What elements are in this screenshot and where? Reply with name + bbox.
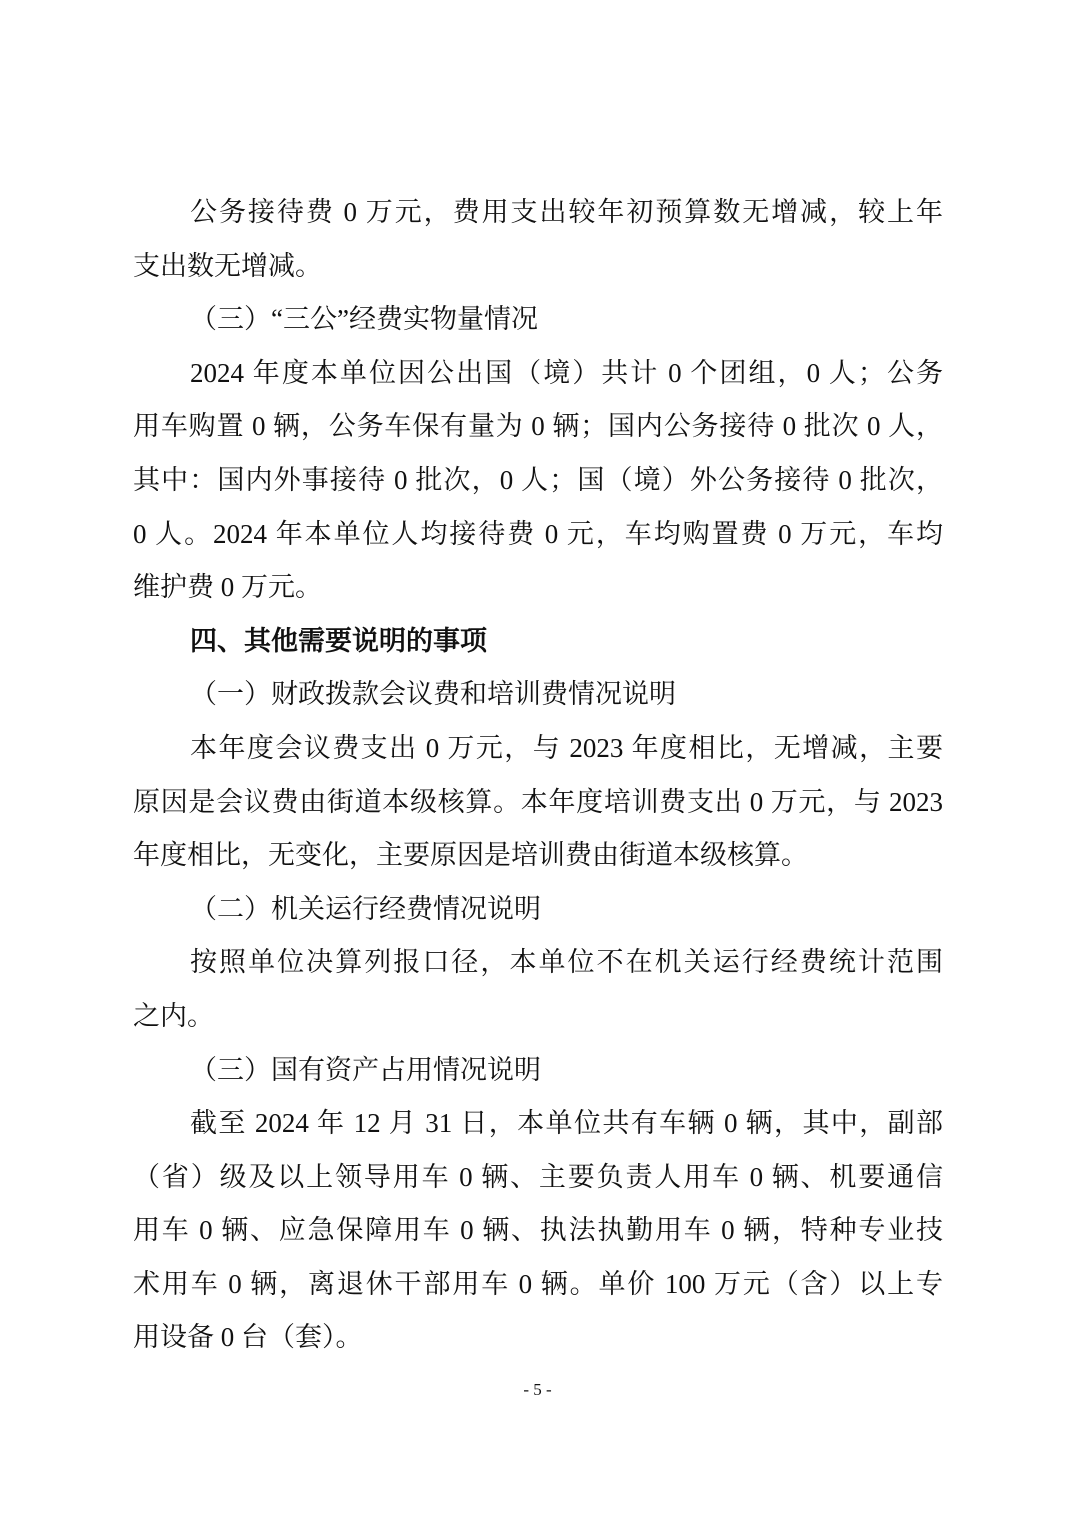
text-line: 截至 2024 年 12 月 31 日，本单位共有车辆 0 辆，其中，副部 xyxy=(190,1108,943,1139)
text-line: 维护费 0 万元。 xyxy=(133,572,322,603)
text-line: 2024 年度本单位因公出国（境）共计 0 个团组，0 人；公务 xyxy=(190,357,943,388)
text-line: （三）国有资产占用情况说明 xyxy=(190,1054,541,1085)
text-line: （三）“三公”经费实物量情况 xyxy=(190,304,538,335)
text-line: 原因是会议费由街道本级核算。本年度培训费支出 0 万元，与 2023 xyxy=(133,786,943,817)
text-line: 公务接待费 0 万元，费用支出较年初预算数无增减，较上年 xyxy=(190,197,943,227)
text-line: 本年度会议费支出 0 万元，与 2023 年度相比，无增减，主要 xyxy=(190,732,943,763)
text-line: 之内。 xyxy=(133,1000,214,1031)
text-line: 支出数无增减。 xyxy=(133,250,322,281)
text-line: 0 人。2024 年本单位人均接待费 0 元，车均购置费 0 万元，车均 xyxy=(133,518,943,549)
text-line: 其中：国内外事接待 0 批次，0 人；国（境）外公务接待 0 批次， xyxy=(133,464,943,495)
text-line: 术用车 0 辆，离退休干部用车 0 辆。单价 100 万元（含）以上专 xyxy=(133,1268,943,1299)
text-line: （二）机关运行经费情况说明 xyxy=(190,893,541,924)
text-line: （省）级及以上领导用车 0 辆、主要负责人用车 0 辆、机要通信 xyxy=(133,1161,943,1192)
section-heading: 四、其他需要说明的事项 xyxy=(190,625,487,656)
document-body xyxy=(133,186,943,1365)
text-line: 按照单位决算列报口径，本单位不在机关运行经费统计范围 xyxy=(190,947,943,978)
text-line: 年度相比，无变化，主要原因是培训费由街道本级核算。 xyxy=(133,840,808,871)
text-line: （一）财政拨款会议费和培训费情况说明 xyxy=(190,679,676,710)
text-line: 用车购置 0 辆，公务车保有量为 0 辆；国内公务接待 0 批次 0 人， xyxy=(133,411,943,442)
text-line: 用设备 0 台（套）。 xyxy=(133,1322,363,1353)
text-line: 用车 0 辆、应急保障用车 0 辆、执法执勤用车 0 辆，特种专业技 xyxy=(133,1215,943,1246)
page-number: - 5 - xyxy=(523,1380,552,1399)
